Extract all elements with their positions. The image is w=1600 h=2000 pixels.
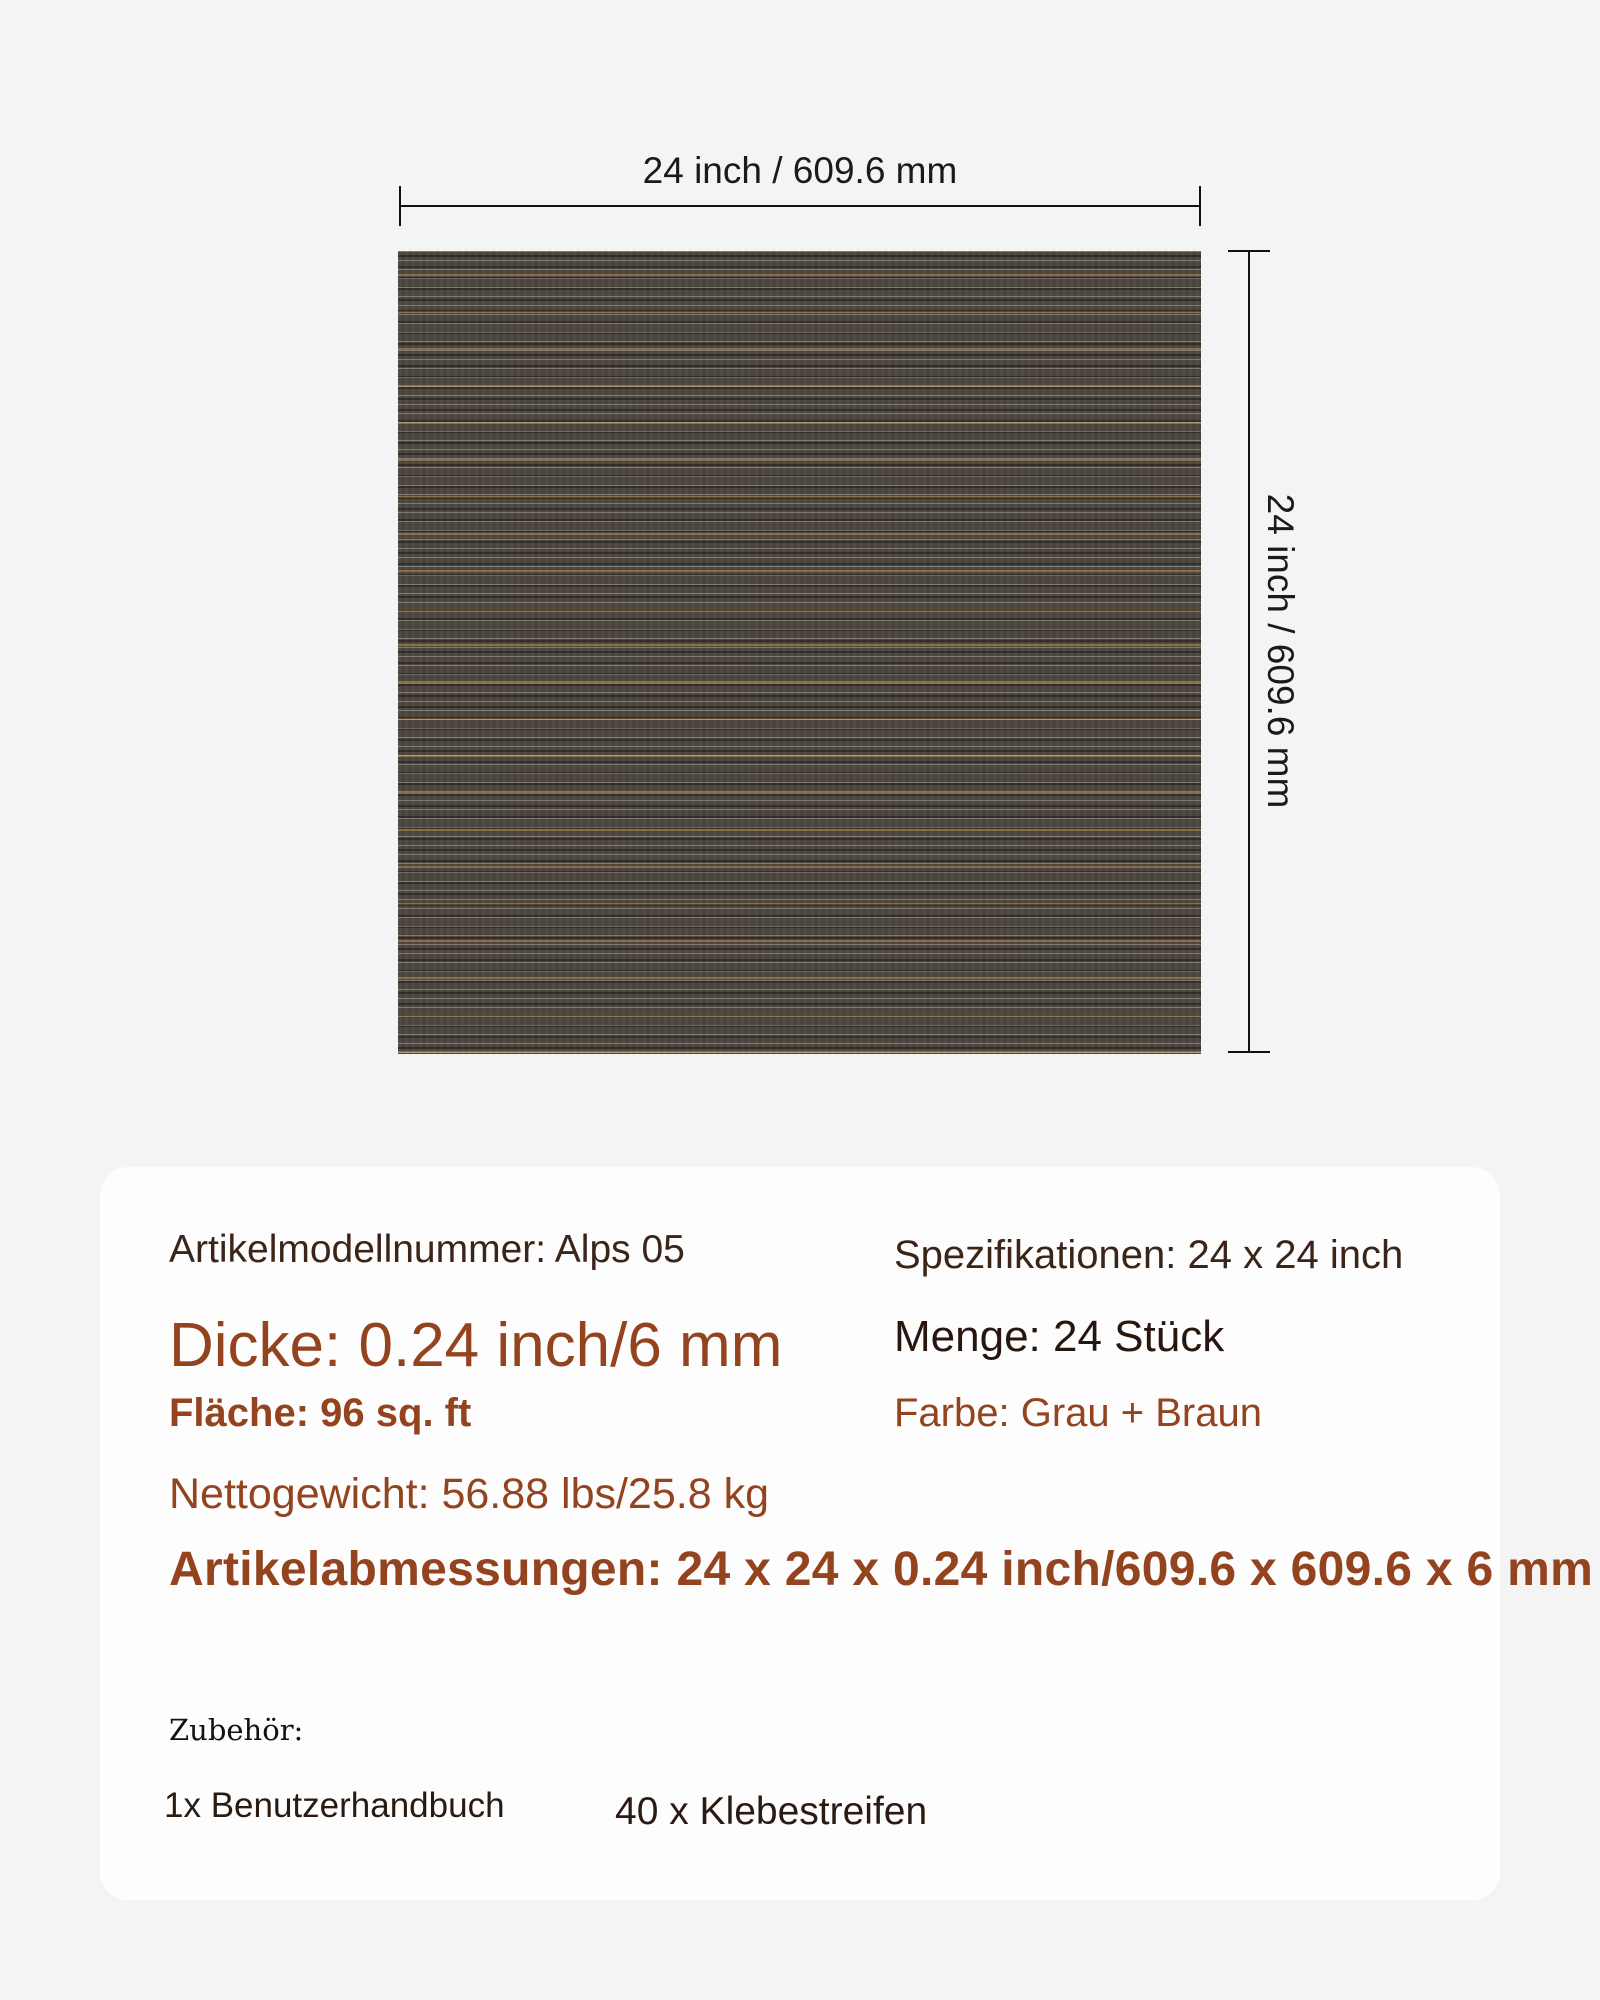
height-dimension-label: 24 inch / 609.6 mm (1260, 493, 1301, 809)
color-spec: Farbe: Grau + Braun (894, 1391, 1262, 1435)
height-dimension-tick-top (1228, 250, 1270, 252)
width-dimension-tick-right (1199, 186, 1201, 226)
height-dimension-tick-bottom (1228, 1051, 1270, 1053)
item-dimensions: Artikelabmessungen: 24 x 24 x 0.24 inch/609.6 x 609.6 x 6 mm (169, 1543, 1594, 1596)
carpet-tile-image (398, 251, 1201, 1054)
height-dimension-line (1248, 251, 1250, 1051)
net-weight: Nettogewicht: 56.88 lbs/25.8 kg (169, 1470, 769, 1518)
specifications: Spezifikationen: 24 x 24 inch (894, 1233, 1404, 1277)
accessories-title: Zubehör: (169, 1713, 304, 1747)
quantity: Menge: 24 Stück (894, 1312, 1225, 1361)
thickness: Dicke: 0.24 inch/6 mm (169, 1311, 783, 1380)
width-dimension-line (400, 205, 1200, 207)
width-dimension-tick-left (399, 186, 401, 226)
accessory-item: 1x Benutzerhandbuch (164, 1786, 505, 1825)
model-number: Artikelmodellnummer: Alps 05 (169, 1228, 685, 1271)
area: Fläche: 96 sq. ft (169, 1391, 472, 1435)
accessory-item: 40 x Klebestreifen (615, 1790, 928, 1833)
width-dimension-label: 24 inch / 609.6 mm (642, 150, 958, 191)
